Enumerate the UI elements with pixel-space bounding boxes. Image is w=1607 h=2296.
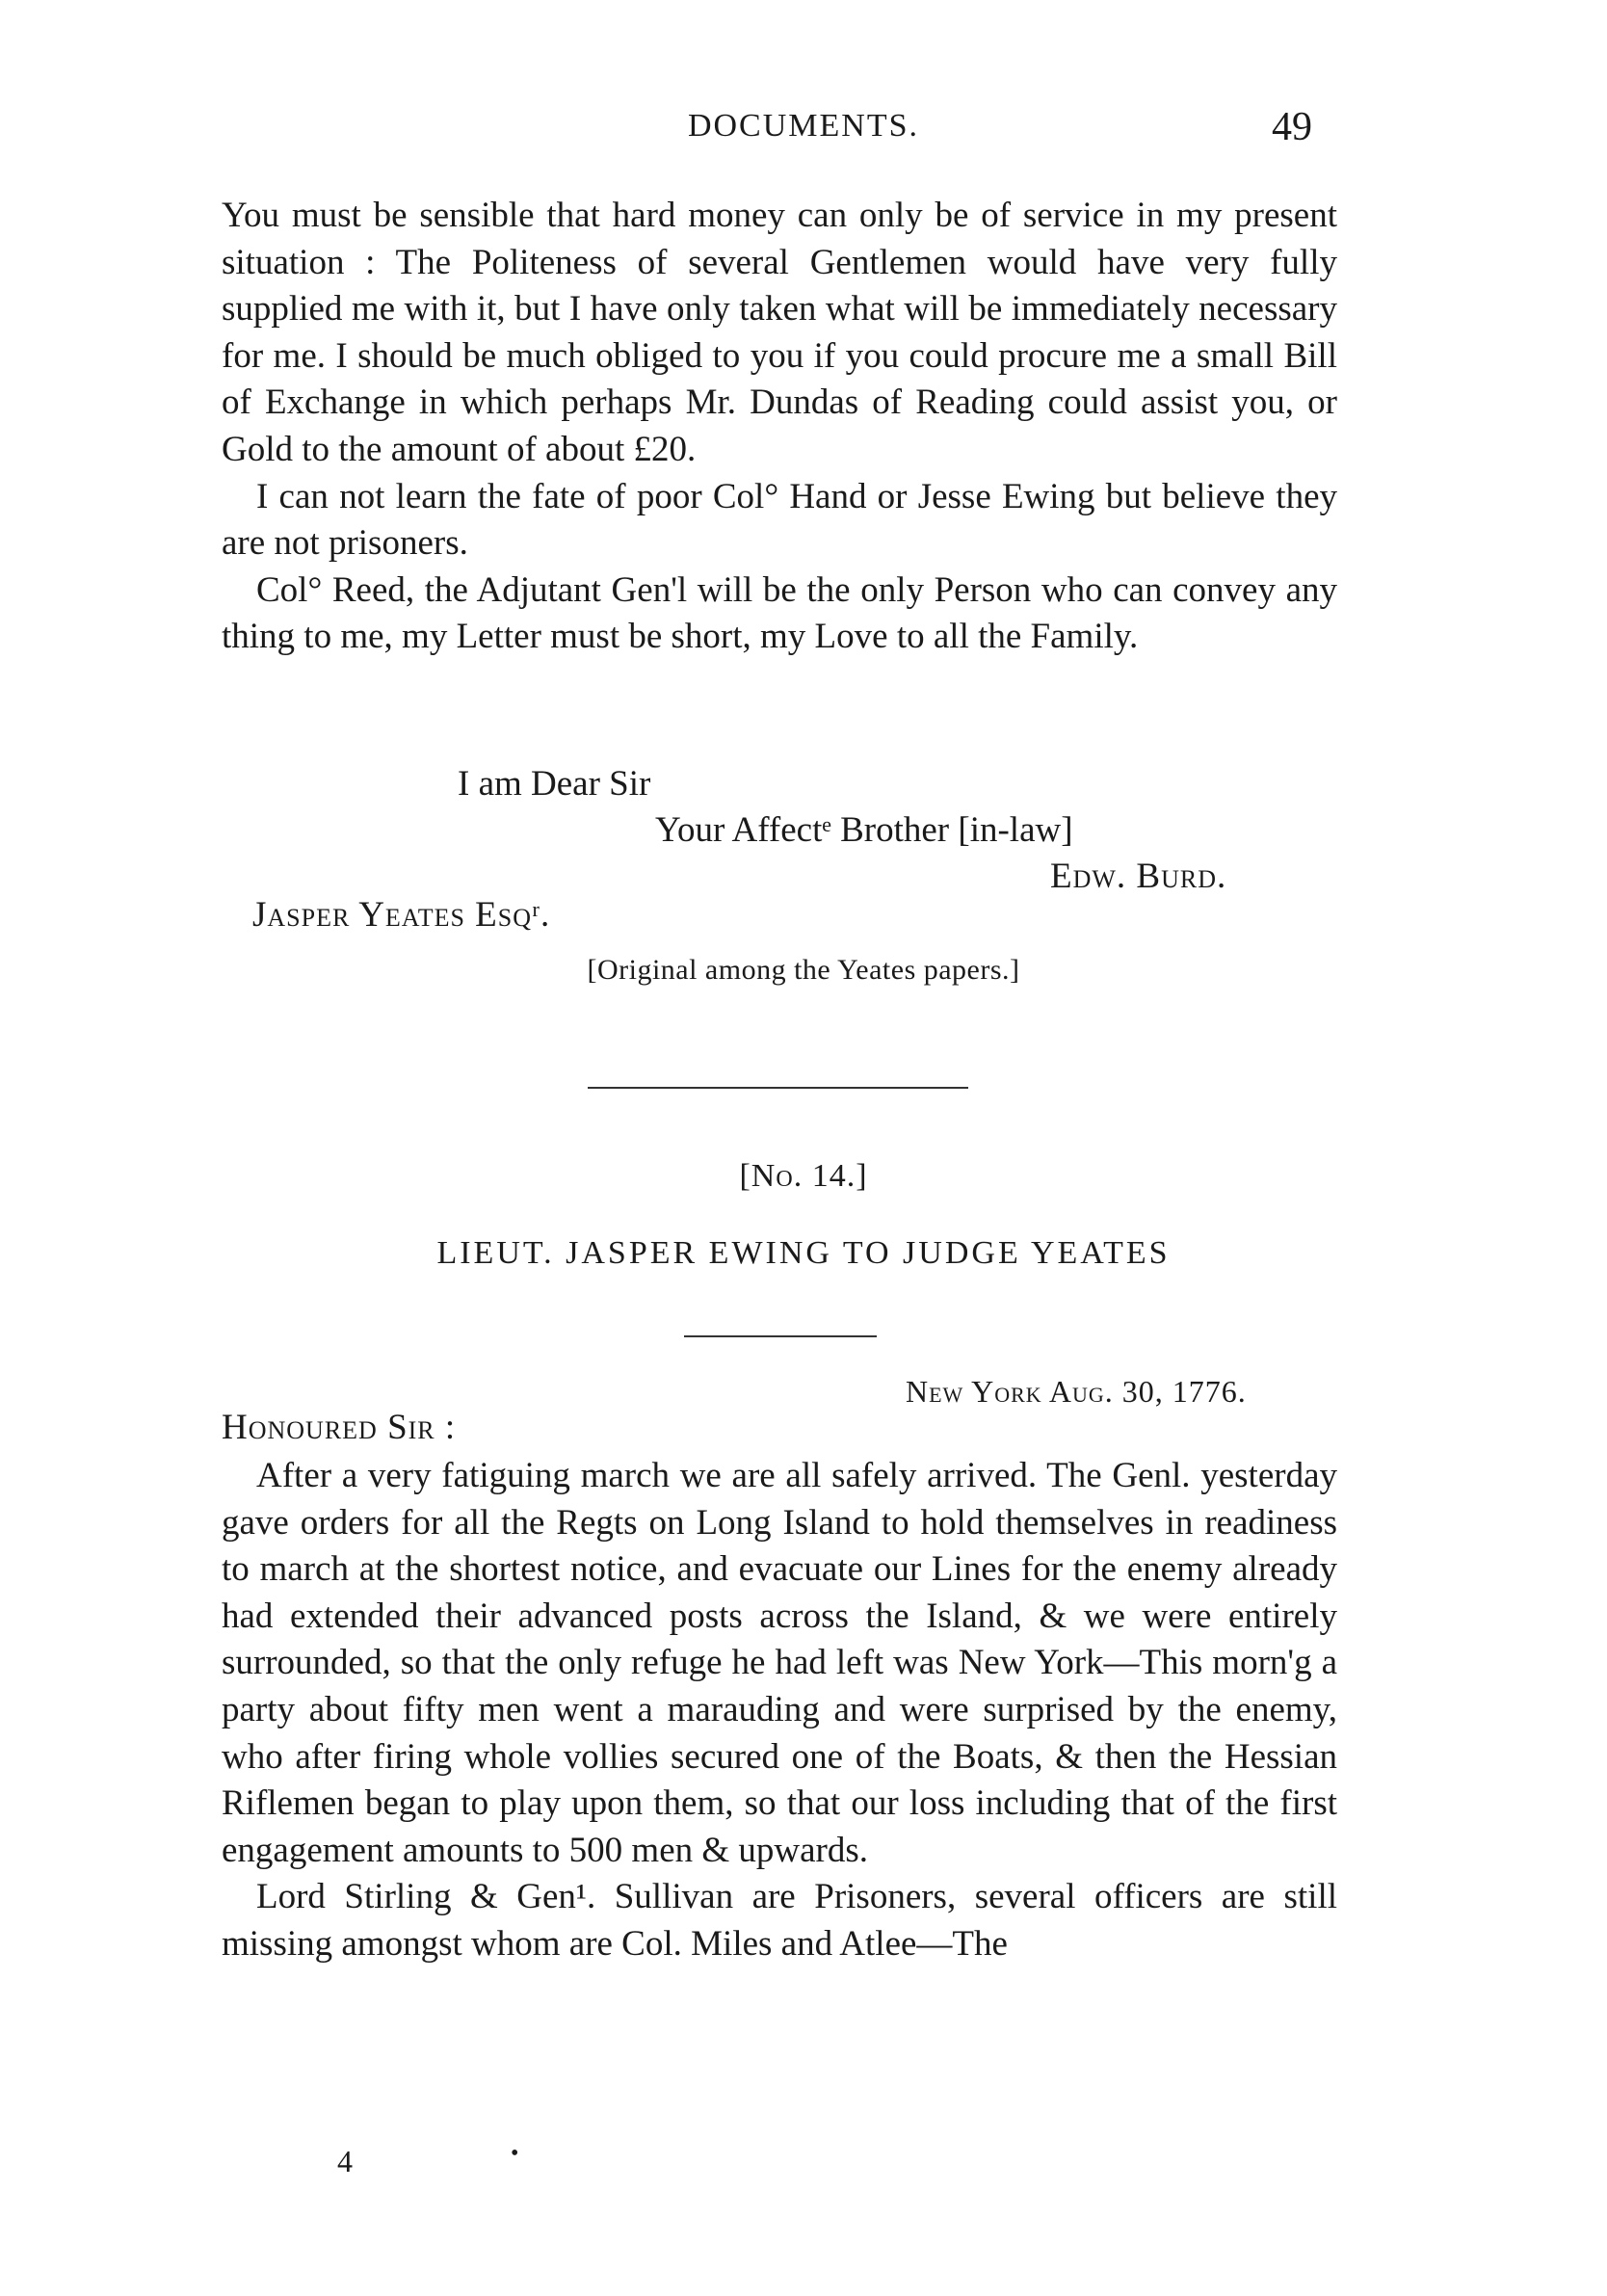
ink-dot: •	[511, 2141, 519, 2166]
section-divider	[588, 1087, 968, 1089]
document-title: LIEUT. JASPER EWING TO JUDGE YEATES	[436, 1235, 1171, 1271]
letter1-closing-line2: Your Affectᵉ Brother [in-law]	[655, 810, 1073, 850]
running-header: DOCUMENTS.	[687, 108, 920, 144]
letter1-paragraph: Col° Reed, the Adjutant Gen'l will be the only Person who can convey any thing to me, my Letter must be short, my Love to all the Family.	[222, 569, 1337, 657]
document-number: [No. 14.]	[739, 1158, 868, 1194]
source-note: [Original among the Yeates papers.]	[587, 954, 1020, 986]
letter2-place-date: New York Aug. 30, 1776.	[906, 1374, 1247, 1409]
letter1-paragraph: I can not learn the fate of poor Col° Hand or Jesse Ewing but believe they are not prisoners.	[222, 476, 1337, 564]
letter1-addressee: Jasper Yeates Esqʳ.	[252, 895, 551, 935]
signature-mark: 4	[337, 2144, 353, 2178]
letter1-closing: I am Dear Sir	[458, 764, 651, 804]
title-divider	[684, 1335, 877, 1337]
letter2-paragraph: After a very fatiguing march we are all safely arrived. The Genl. yesterday gave orders for all the Regts on Long Island to hold themselves in readiness to march at the shortest notice, and evacuate our Lines for the enemy already had extended their advanced posts across the Island, & we were entirely surrounded, so that the only refuge he had left was New York—This morn'g a party about fifty men went a marauding and were surprised by the enemy, who after firing whole vollies secured one of the Boats, & then the Hessian Riflemen began to play upon them, so that our loss including that of the first engagement amounts to 500 men & upwards.	[222, 1456, 1337, 1870]
letter1-signature: Edw. Burd.	[1050, 857, 1227, 896]
letter1-paragraph: You must be sensible that hard money can only be of service in my present situation : The Politeness of several Gentlemen would have very fully supplied me with it, but I have only taken what will be immediately necessary for me. I should be much obliged to you if you could procure me a small Bill of Exchange in which perhaps Mr. Dundas of Reading could assist you, or Gold to the amount of about £20.	[222, 196, 1337, 469]
letter2-body	[222, 1453, 1337, 1968]
letter2-salutation: Honoured Sir :	[222, 1408, 457, 1447]
letter1-body	[222, 193, 1337, 661]
page-number: 49	[1272, 105, 1312, 149]
letter2-paragraph: Lord Stirling & Gen¹. Sullivan are Prisoners, several officers are still missing amongst whom are Col. Miles and Atlee—The	[222, 1877, 1337, 1964]
